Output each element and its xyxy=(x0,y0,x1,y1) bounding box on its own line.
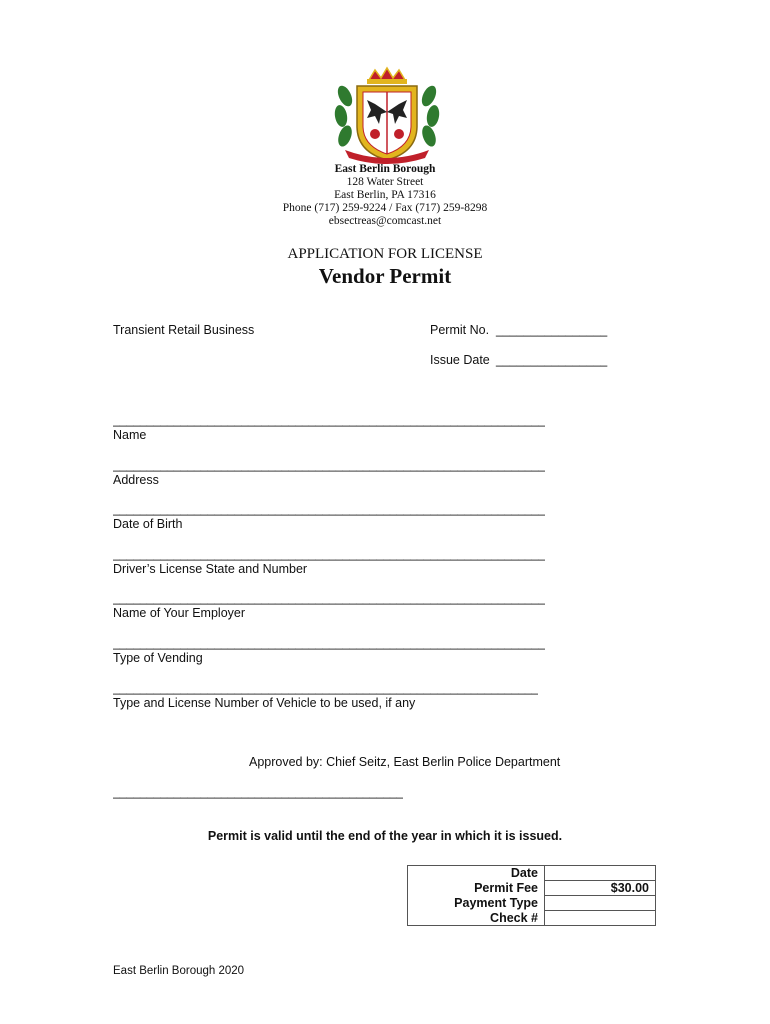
fee-date-label: Date xyxy=(408,866,545,881)
name-label: Name xyxy=(113,428,147,442)
table-row xyxy=(408,911,656,926)
table-row xyxy=(408,866,656,881)
document-title: Vendor Permit xyxy=(318,264,452,288)
fee-date-value[interactable] xyxy=(545,866,656,881)
table-row xyxy=(408,881,656,896)
footer-text: East Berlin Borough 2020 xyxy=(113,965,245,977)
address-label: Address xyxy=(113,473,159,487)
org-phone: Phone (717) 259-9224 / Fax (717) 259-8298 xyxy=(282,202,488,214)
address-field[interactable]: ________________________________________________________________ xyxy=(113,458,546,472)
issue-date-label: Issue Date xyxy=(430,353,490,367)
org-street: 128 Water Street xyxy=(346,176,424,188)
check-number-label: Check # xyxy=(408,911,545,926)
fee-table xyxy=(407,865,656,926)
employer-field[interactable]: ________________________________________________________________ xyxy=(113,591,546,605)
org-name: East Berlin Borough xyxy=(334,163,436,175)
issue-date-field[interactable]: ________________ xyxy=(496,353,608,367)
drivers-license-field[interactable]: ________________________________________________________________ xyxy=(113,547,546,561)
payment-type-label: Payment Type xyxy=(408,896,545,911)
dob-label: Date of Birth xyxy=(113,517,183,531)
drivers-license-label: Driver’s License State and Number xyxy=(113,562,308,576)
validity-notice: Permit is valid until the end of the year in which it is issued. xyxy=(207,829,563,843)
check-number-value[interactable] xyxy=(545,911,656,926)
payment-type-value[interactable] xyxy=(545,896,656,911)
org-email: ebsectreas@comcast.net xyxy=(328,215,442,227)
business-category: Transient Retail Business xyxy=(113,323,255,337)
borough-crest-icon xyxy=(331,66,443,164)
permit-no-label: Permit No. xyxy=(430,323,490,337)
permit-fee-value: $30.00 xyxy=(545,881,656,896)
org-city: East Berlin, PA 17316 xyxy=(334,189,436,201)
dob-field[interactable]: ________________________________________________________________ xyxy=(113,502,546,516)
name-field[interactable]: ________________________________________________________________ xyxy=(113,413,546,427)
approval-signature-field[interactable]: ___________________________________________ xyxy=(113,785,404,799)
permit-fee-label: Permit Fee xyxy=(408,881,545,896)
vehicle-label: Type and License Number of Vehicle to be used, if any xyxy=(113,696,416,710)
approval-text: Approved by: Chief Seitz, East Berlin Police Department xyxy=(249,755,561,769)
vending-type-field[interactable]: ________________________________________________________________ xyxy=(113,636,546,650)
vending-type-label: Type of Vending xyxy=(113,651,203,665)
vehicle-field[interactable]: _______________________________________________________________ xyxy=(113,681,539,695)
application-title: APPLICATION FOR LICENSE xyxy=(287,246,483,262)
permit-no-field[interactable]: ________________ xyxy=(496,323,608,337)
table-row xyxy=(408,896,656,911)
employer-label: Name of Your Employer xyxy=(113,606,246,620)
